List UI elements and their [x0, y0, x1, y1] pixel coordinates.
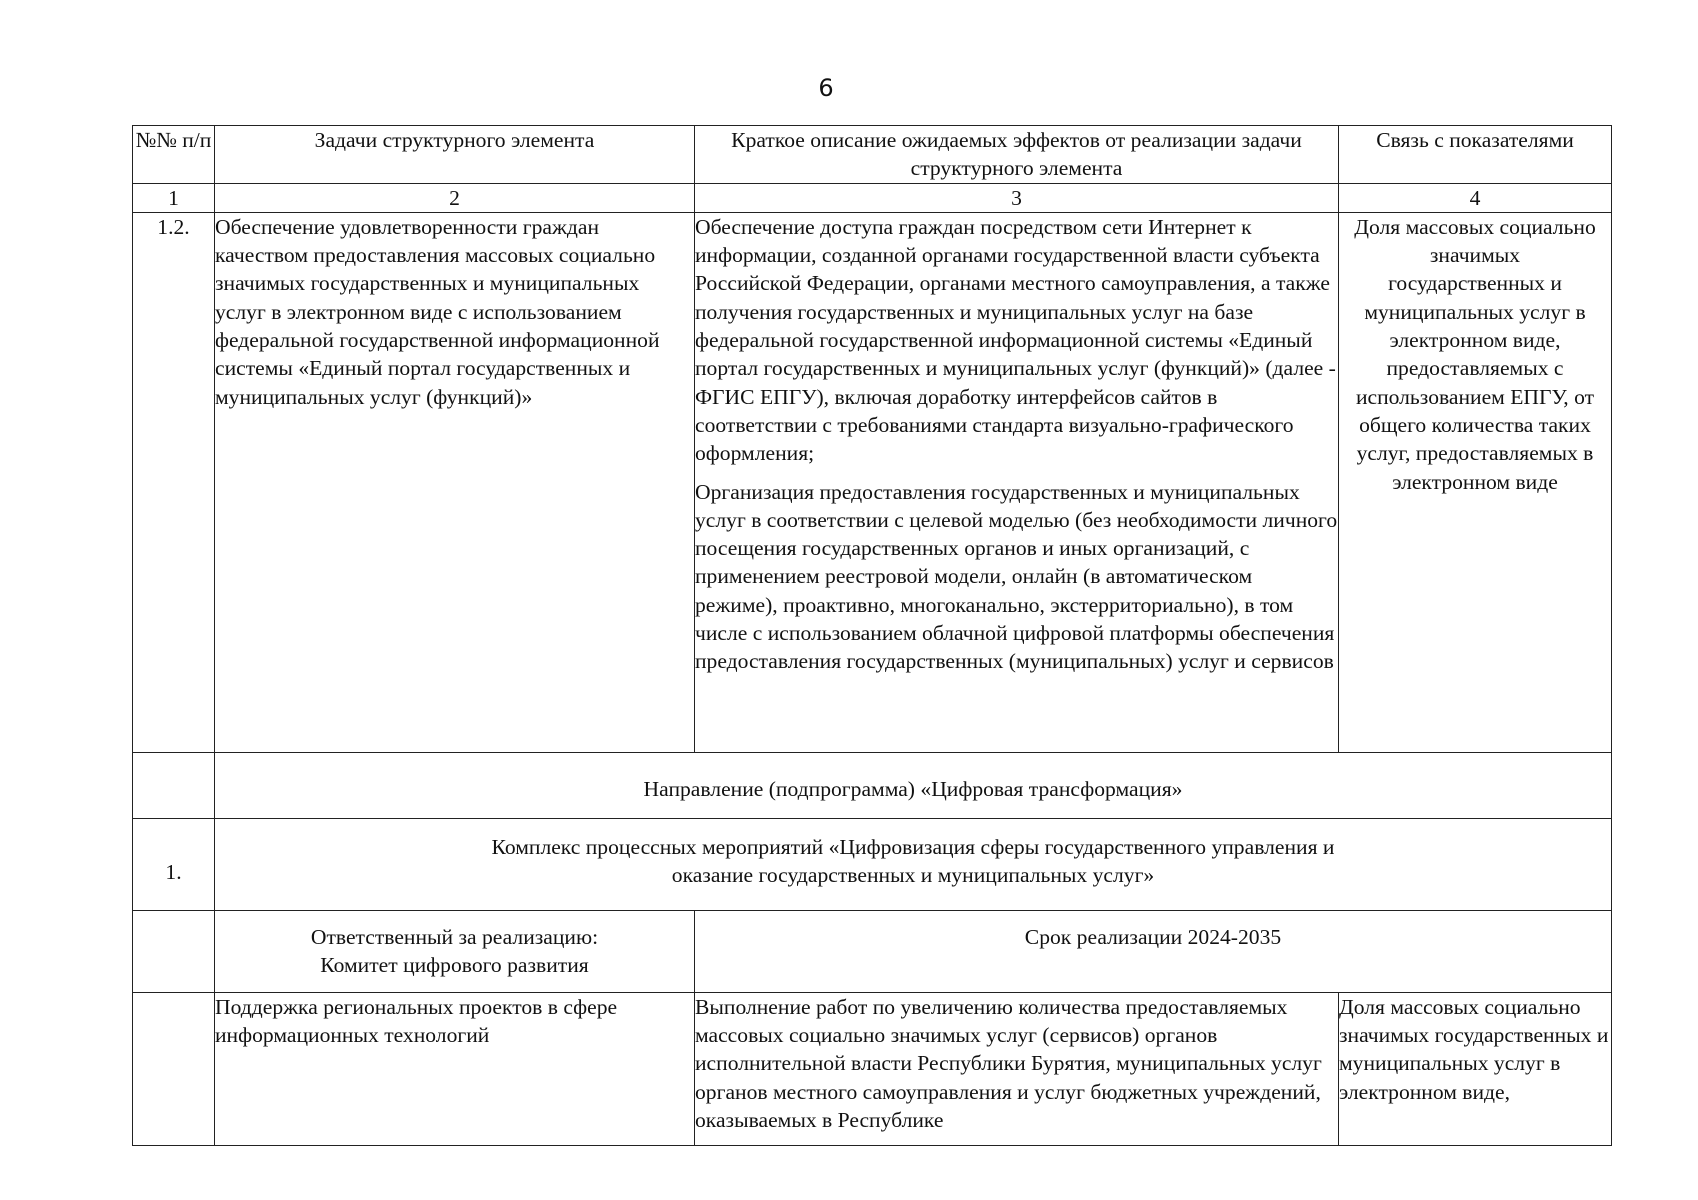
complex-title-line-1: Комплекс процессных мероприятий «Цифровизация сферы государственного управления и — [491, 834, 1335, 859]
table-row-1-2 — [133, 212, 1612, 752]
structural-element-table — [132, 125, 1612, 1146]
direction-row — [133, 752, 1612, 818]
col-number-4: 4 — [1339, 183, 1612, 212]
header-tasks: Задачи структурного элемента — [215, 126, 695, 184]
col-number-1: 1 — [133, 183, 215, 212]
support-num-cell — [133, 992, 215, 1145]
responsible-row — [133, 910, 1612, 992]
effect-paragraph-1: Обеспечение доступа граждан посредством сети Интернет к информации, созданной органами государственной власти субъекта Российской Федерации, органами местного самоуправления, а также получения государственных и муниципальных услуг на базе федеральной государственной информационной системы «Единый портал государственных и муниципальных услуг (функций)» (далее - ФГИС ЕПГУ), включая доработку интерфейсов сайтов в соответствии с требованиями стандарта визуально-графического оформления; — [695, 214, 1336, 466]
complex-title-line-2: оказание государственных и муниципальных услуг» — [671, 863, 1155, 888]
header-row — [133, 126, 1612, 184]
implementation-term: Срок реализации 2024-2035 — [695, 910, 1612, 992]
row-number: 1.2. — [133, 212, 215, 752]
responsible-org: Комитет цифрового развития — [320, 953, 589, 978]
page-number: 6 — [818, 74, 834, 102]
header-num: №№ п/п — [133, 126, 215, 184]
direction-num-cell — [133, 752, 215, 818]
complex-row — [133, 818, 1612, 910]
effect-cell — [695, 212, 1339, 752]
responsible-label: Ответственный за реализацию: — [310, 924, 599, 949]
column-numbers-row — [133, 183, 1612, 212]
support-task: Поддержка региональных проектов в сфере информационных технологий — [215, 992, 695, 1145]
header-link: Связь с показателями — [1339, 126, 1612, 184]
col-number-2: 2 — [215, 183, 695, 212]
task-text: Обеспечение удовлетворенности граждан качеством предоставления массовых социально значимых государственных и муниципальных услуг в электронном виде с использованием федеральной государственной информационной системы «Единый портал государственных и муниципальных услуг (функций)» — [215, 214, 660, 409]
indicator-link-cell: Доля массовых социально значимых государственных и муниципальных услуг в электронном виде, предоставляемых с использованием ЕПГУ, от общего количества таких услуг, предоставляемых в электронном виде — [1339, 212, 1612, 752]
task-cell — [215, 212, 695, 752]
responsible-num-cell — [133, 910, 215, 992]
complex-title-cell — [215, 818, 1612, 910]
support-row — [133, 992, 1612, 1145]
support-effect: Выполнение работ по увеличению количества предоставляемых массовых социально значимых услуг (сервисов) органов исполнительной власти Республики Бурятия, муниципальных услуг органов местного самоуправления и услуг бюджетных учреждений, оказываемых в Республике — [695, 992, 1339, 1145]
responsible-cell — [215, 910, 695, 992]
col-number-3: 3 — [695, 183, 1339, 212]
support-link: Доля массовых социально значимых государственных и муниципальных услуг в электронном виде, — [1339, 992, 1612, 1145]
effect-paragraph-2: Организация предоставления государственных и муниципальных услуг в соответствии с целевой моделью (без необходимости личного посещения государственных органов и иных организаций, с применением реестровой модели, онлайн (в автоматическом режиме), проактивно, многоканально, экстерриториально), в том числе с использованием облачной цифровой платформы обеспечения предоставления государственных (муниципальных) услуг и сервисов — [695, 479, 1338, 674]
complex-num: 1. — [133, 818, 215, 910]
direction-title: Направление (подпрограмма) «Цифровая трансформация» — [215, 752, 1612, 818]
header-effects: Краткое описание ожидаемых эффектов от реализации задачи структурного элемента — [695, 126, 1339, 184]
